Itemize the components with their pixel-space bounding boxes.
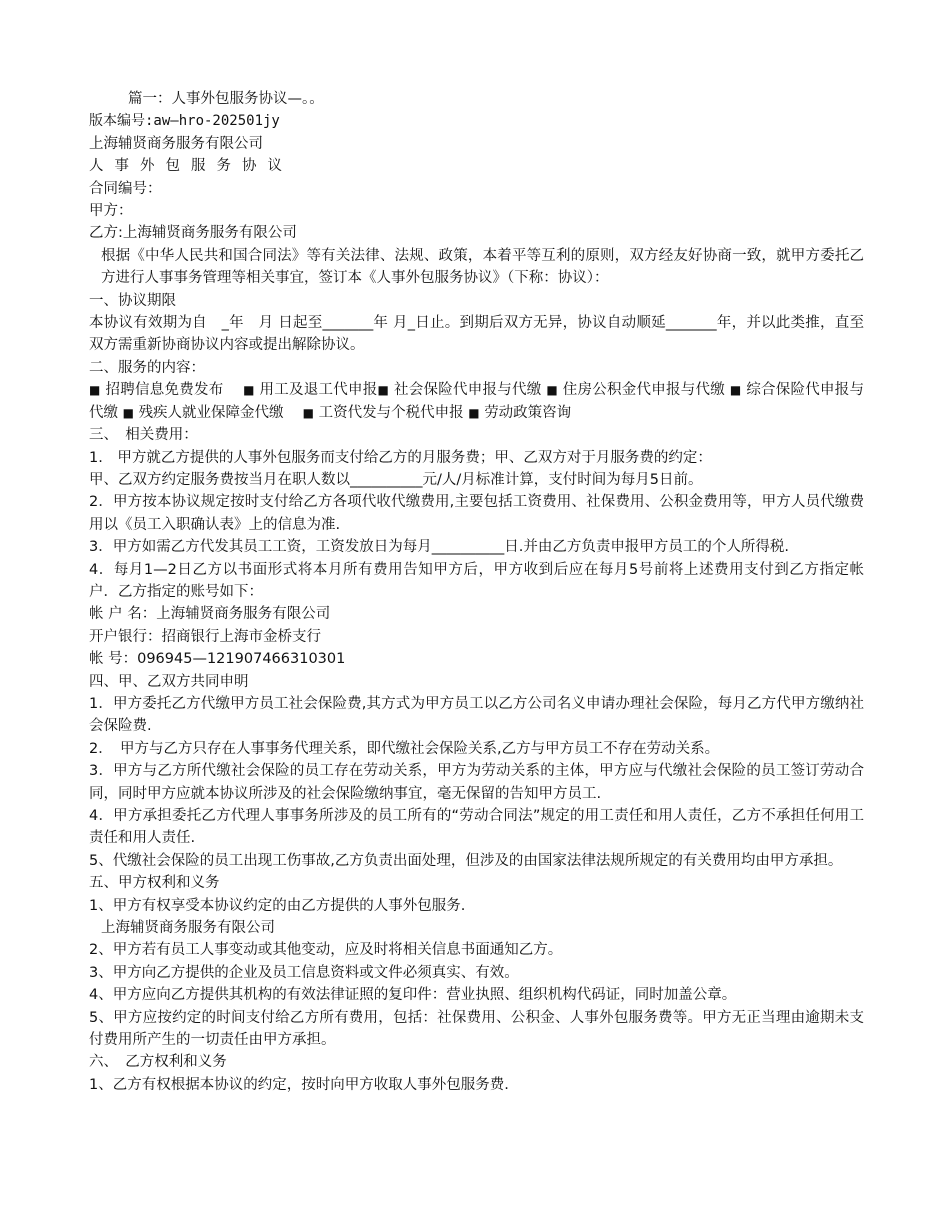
- service-item: ■ 招聘信息免费发布: [89, 382, 224, 399]
- section-4-title: 四、甲、乙双方共同申明: [89, 673, 249, 690]
- document-page: [89, 88, 864, 1096]
- document-heading: 篇一：人事外包服务协议—。。: [128, 91, 324, 107]
- section-3-title: 三、 相关费用：: [89, 427, 198, 444]
- party-b: 乙方:上海辅贤商务服务有限公司: [89, 225, 297, 242]
- account-name: 帐 户 名：上海辅贤商务服务有限公司: [89, 606, 331, 623]
- version-number: 版本编号:aw—hro-202501jy: [89, 113, 280, 130]
- section-1-text: 本协议有效期为自 _年 月 日起至_______年 月_日止。到期后双方无异，协议自动顺延_______年，并以此类推，直至双方需重新协商协议内容或提出解除协议。: [89, 315, 864, 354]
- section-5-item-1: 1、甲方有权享受本协议约定的由乙方提供的人事外包服务.: [89, 897, 466, 914]
- square-bullet-icon: ■: [468, 405, 480, 420]
- section-6-title: 六、 乙方权利和义务: [89, 1054, 227, 1071]
- section-4-item-4: 4．甲方承担委托乙方代理人事事务所涉及的员工所有的“劳动合同法”规定的用工责任和用人责任，乙方不承担任何用工责任和用人责任.: [89, 808, 864, 847]
- section-3-item-3: 3．甲方如需乙方代发其员工工资，工资发放日为每月__________日.并由乙方负责申报甲方员工的个人所得税.: [89, 539, 789, 556]
- service-item: 社会保险代申报与代缴: [393, 382, 542, 399]
- contract-number: 合同编号：: [89, 180, 162, 197]
- square-bullet-icon: ■: [546, 383, 558, 398]
- square-bullet-icon: ■: [243, 383, 255, 398]
- company-name: 上海辅贤商务服务有限公司: [89, 135, 263, 152]
- section-3-item-2: 2．甲方按本协议规定按时支付给乙方各项代收代缴费用,主要包括工资费用、社保费用、公积金费用等，甲方人员代缴费用以《员工入职确认表》上的信息为准.: [89, 494, 864, 533]
- service-item: ■ 工资代发与个税代申报: [302, 404, 464, 421]
- section-5-title: 五、甲方权利和义务: [89, 875, 220, 892]
- square-bullet-icon: ■: [302, 405, 315, 420]
- account-number: 帐 号：096945—121907466310301: [89, 651, 346, 668]
- section-5-item-3: 3、甲方向乙方提供的企业及员工信息资料或文件必须真实、有效。: [89, 964, 519, 981]
- services-list: [89, 379, 864, 424]
- party-a: 甲方：: [89, 203, 133, 220]
- square-bullet-icon: ■: [122, 405, 134, 420]
- service-item: ■ 用工及退工代申报■: [243, 382, 390, 399]
- section-5-item-2: 2、甲方若有员工人事变动或其他变动，应及时将相关信息书面通知乙方。: [89, 942, 563, 959]
- service-item: 综合保险代申报与代缴: [89, 382, 865, 421]
- section-4-item-2: 2． 甲方与乙方只存在人事事务代理关系，即代缴社会保险关系,乙方与甲方员工不存在劳动关系。: [89, 740, 720, 757]
- section-3-item-1: 1. 甲方就乙方提供的人事外包服务而支付给乙方的月服务费；甲、乙双方对于月服务费的约定：: [89, 449, 712, 466]
- section-5-item-4: 4、甲方应向乙方提供其机构的有效法律证照的复印件：营业执照、组织机构代码证，同时加盖公章。: [89, 987, 737, 1004]
- section-5-company: 上海辅贤商务服务有限公司: [101, 920, 275, 937]
- section-1-title: 一、协议期限: [89, 292, 176, 309]
- section-2-title: 二、服务的内容：: [89, 359, 205, 376]
- section-4-item-1: 1．甲方委托乙方代缴甲方员工社会保险费,其方式为甲方员工以乙方公司名义申请办理社会保险，每月乙方代甲方缴纳社会保险费.: [89, 695, 864, 735]
- square-bullet-icon: ■: [89, 383, 101, 398]
- section-3-item-1-detail: 甲、乙双方约定服务费按当月在职人数以__________元/人/月标准计算，支付时间为每月5日前。: [89, 471, 703, 488]
- section-5-item-5: 5、甲方应按约定的时间支付给乙方所有费用，包括：社保费用、公积金、人事外包服务费等。甲方无正当理由逾期未支付费用所产生的一切责任由甲方承担。: [89, 1009, 864, 1049]
- square-bullet-icon: ■: [729, 383, 742, 398]
- intro-paragraph: 根据《中华人民共和国合同法》等有关法律、法规、政策，本着平等互利的原则，双方经友好协商一致，就甲方委托乙方进行人事事务管理等相关事宜，签订本《人事外包服务协议》（下称：协议）：: [101, 247, 864, 287]
- section-3-item-4: 4．每月1—2日乙方以书面形式将本月所有费用告知甲方后，甲方收到后应在每月5号前将上述费用支付到乙方指定帐户．乙方指定的账号如下：: [89, 561, 864, 600]
- section-6-item-1: 1、乙方有权根据本协议的约定，按时向甲方收取人事外包服务费.: [89, 1076, 509, 1093]
- section-4-item-3: 3．甲方与乙方所代缴社会保险的员工存在劳动关系，甲方为劳动关系的主体，甲方应与代缴社会保险的员工签订劳动合同，同时甲方应就本协议所涉及的社会保险缴纳事宜，毫无保留的告知甲方员工.: [89, 763, 864, 802]
- service-item: ■ 劳动政策咨询: [468, 404, 572, 421]
- agreement-title: 人事外包服务协议: [89, 158, 293, 175]
- section-4-item-5: 5、代缴社会保险的员工出现工伤事故,乙方负责出面处理，但涉及的由国家法律法规所规定的有关费用均由甲方承担。: [89, 852, 843, 869]
- service-item: ■ 残疾人就业保障金代缴: [122, 404, 284, 421]
- square-bullet-icon: ■: [377, 383, 390, 398]
- bank-name: 开户银行：招商银行上海市金桥支行: [89, 628, 321, 645]
- service-item: ■ 住房公积金代申报与代缴: [546, 382, 725, 399]
